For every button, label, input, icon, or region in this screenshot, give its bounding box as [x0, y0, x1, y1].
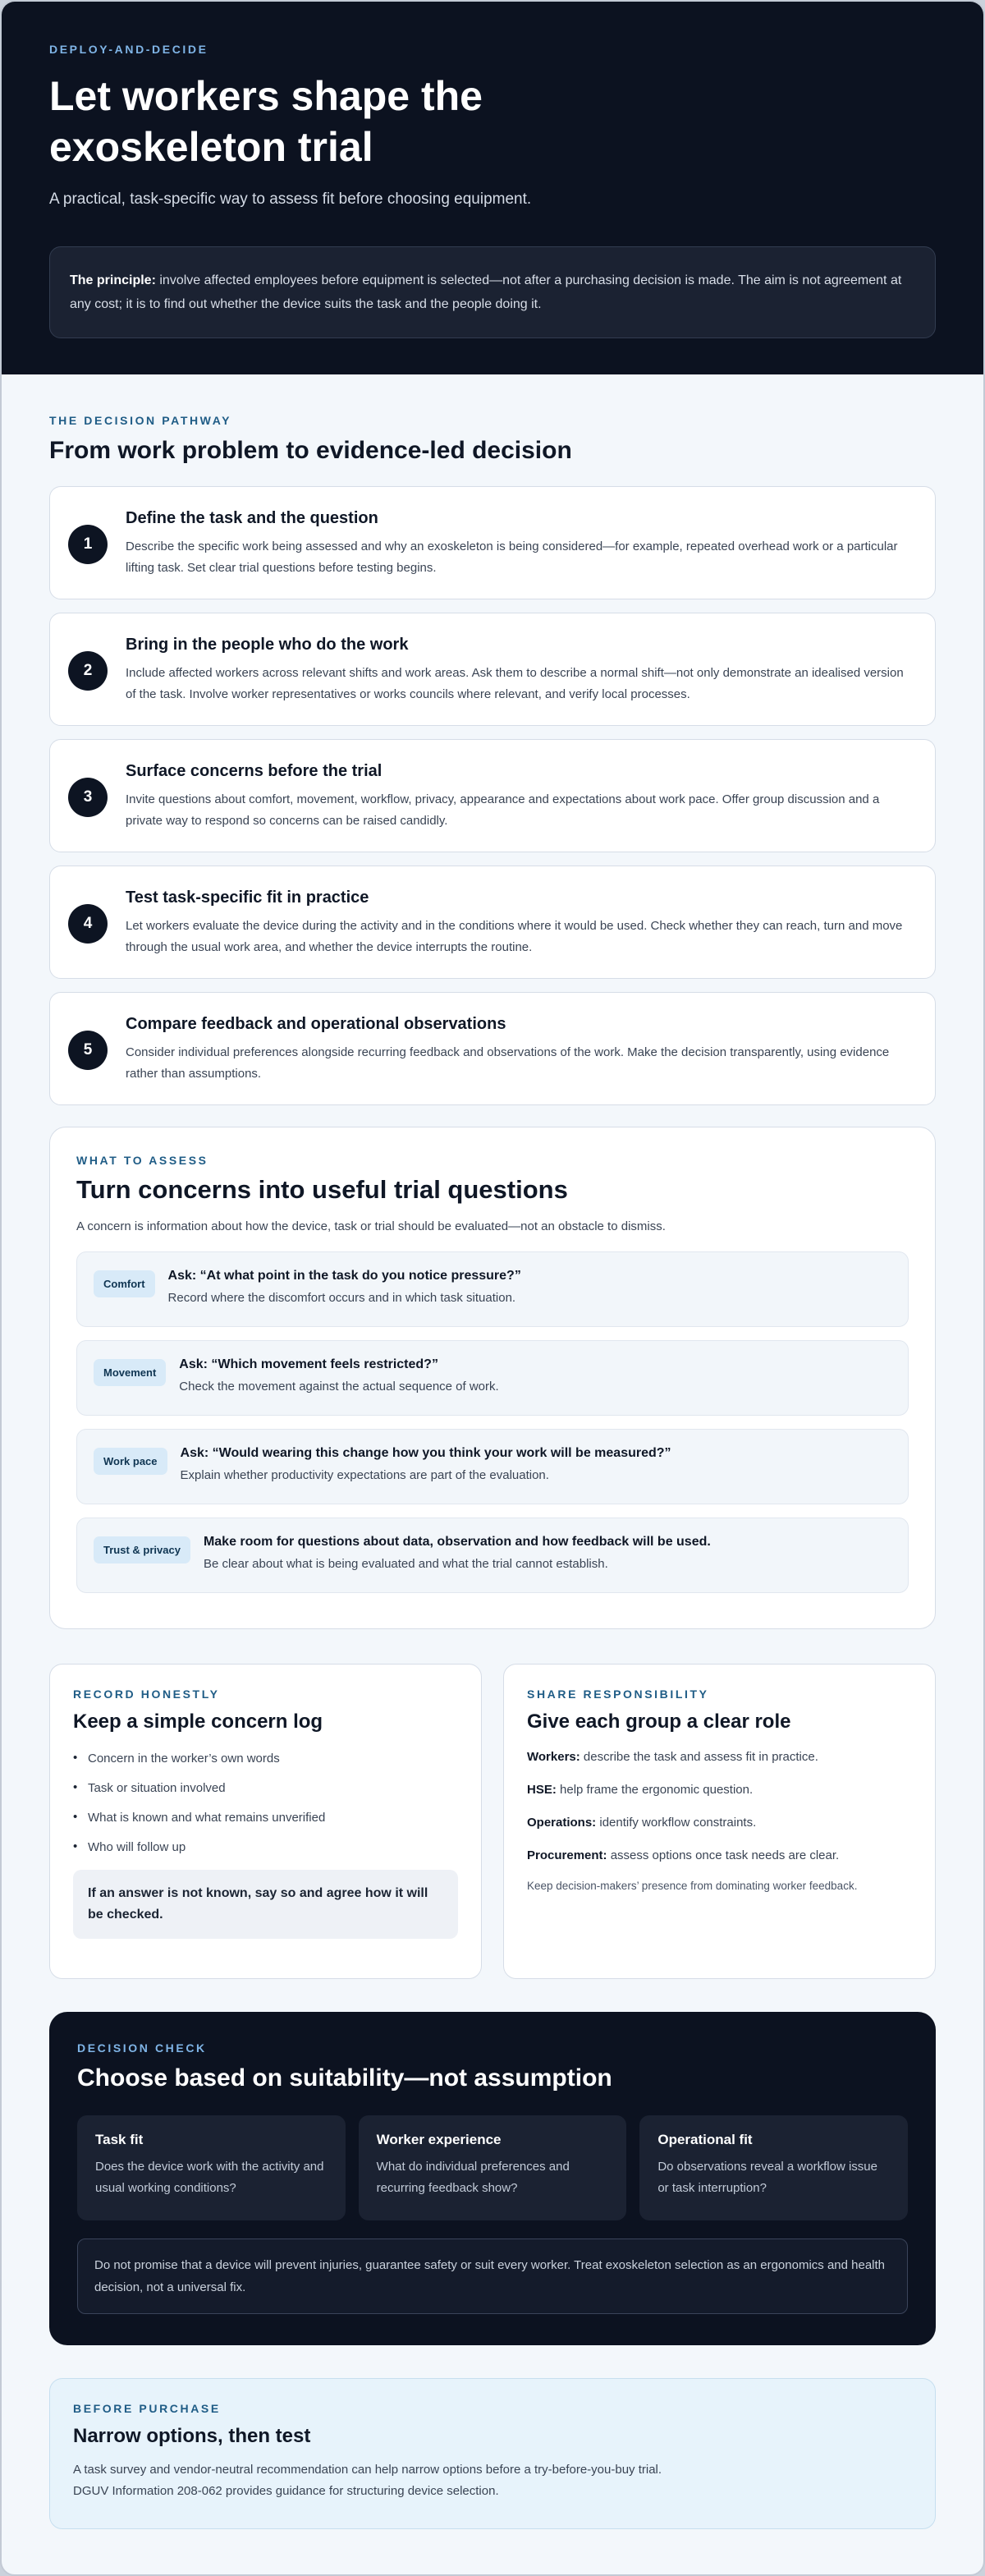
role-text: help frame the ergonomic question. — [560, 1783, 754, 1797]
concern-tag: Work pace — [94, 1448, 167, 1475]
role-label: Workers: — [527, 1750, 580, 1764]
roles-card — [503, 1664, 936, 1979]
decision-disclaimer: Do not promise that a device will prevent injuries, guarantee safety or suit every worker. Treat exoskeleton selection as an ergonomics and health decision, not a universal fix. — [77, 2239, 908, 2314]
step-card — [49, 739, 936, 852]
role-item — [527, 1848, 912, 1862]
criteria-text: Does the device work with the activity and usual working conditions? — [95, 2160, 324, 2195]
criteria-text: What do individual preferences and recurring feedback show? — [376, 2160, 570, 2195]
question-text: Be clear about what is being evaluated and what the trial cannot establish. — [203, 1557, 608, 1571]
role-label: Operations: — [527, 1816, 597, 1830]
step-number-badge: 4 — [68, 904, 108, 944]
question-title: Make room for questions about data, observation and how feedback will be used. — [203, 1535, 711, 1549]
log-eyebrow: RECORD HONESTLY — [73, 1687, 220, 1701]
step-number-badge: 2 — [68, 651, 108, 691]
role-text: assess options once task needs are clear. — [610, 1848, 840, 1862]
criteria-text: Do observations reveal a workflow issue or task interruption? — [657, 2160, 877, 2195]
question-list — [76, 1251, 909, 1593]
log-item: • What is known and what remains unverified — [73, 1811, 458, 1825]
pathway-title: From work problem to evidence-led decision — [49, 437, 572, 464]
role-label: Procurement: — [527, 1848, 607, 1862]
question-item — [76, 1251, 909, 1327]
question-text: Check the movement against the actual sequence of work. — [179, 1380, 499, 1394]
criteria-title: Worker experience — [376, 2132, 502, 2147]
purchase-title: Narrow options, then test — [73, 2425, 311, 2447]
concern-tag: Trust & privacy — [94, 1536, 190, 1564]
before-purchase-section — [49, 2378, 936, 2529]
step-number-badge: 3 — [68, 778, 108, 817]
role-item — [527, 1816, 912, 1830]
step-title: Surface concerns before the trial — [126, 762, 383, 780]
roles-note: Keep decision-makers’ presence from dominating worker feedback. — [527, 1880, 858, 1892]
decision-title: Choose based on suitability—not assumption — [77, 2064, 612, 2092]
step-card — [49, 992, 936, 1105]
question-text: Explain whether productivity expectations are part of the evaluation. — [180, 1468, 549, 1482]
log-item: • Task or situation involved — [73, 1781, 458, 1795]
criteria-title: Task fit — [95, 2132, 144, 2147]
purchase-text — [73, 2459, 912, 2502]
role-text: describe the task and assess fit in practice. — [583, 1750, 818, 1764]
steps-list — [49, 486, 936, 1105]
question-text: Record where the discomfort occurs and in which task situation. — [167, 1291, 516, 1305]
assess-eyebrow: WHAT TO ASSESS — [76, 1154, 208, 1167]
purchase-text-line-2: DGUV Information 208-062 provides guidance for structuring device selection. — [73, 2484, 499, 2498]
decision-eyebrow: DECISION CHECK — [77, 2041, 207, 2055]
purchase-eyebrow: BEFORE PURCHASE — [73, 2402, 221, 2415]
criteria-card — [77, 2115, 346, 2220]
step-number-badge: 5 — [68, 1031, 108, 1070]
criteria-card — [359, 2115, 627, 2220]
step-text: Invite questions about comfort, movement, workflow, privacy, appearance and expectations about work pace. Offer group discussion and a private way to respond so concerns can be raised candidly. — [126, 792, 880, 828]
log-note: If an answer is not known, say so and agree how it will be checked. — [73, 1870, 458, 1939]
decision-criteria-grid — [77, 2115, 908, 2220]
hero-subtitle: A practical, task-specific way to assess fit before choosing equipment. — [49, 191, 532, 208]
step-title: Bring in the people who do the work — [126, 636, 409, 654]
pathway-eyebrow: THE DECISION PATHWAY — [49, 414, 232, 427]
step-card — [49, 866, 936, 979]
step-text: Include affected workers across relevant shifts and work areas. Ask them to describe a normal shift—not only demonstrate an idealised version of the task. Involve worker representatives or works councils where relevant, and verify local processes. — [126, 666, 904, 701]
step-card — [49, 486, 936, 599]
role-item — [527, 1783, 912, 1797]
hero-eyebrow: DEPLOY-AND-DECIDE — [49, 43, 208, 56]
hero-section — [2, 2, 983, 374]
concern-tag: Comfort — [94, 1270, 155, 1297]
role-item — [527, 1750, 912, 1764]
question-item — [76, 1429, 909, 1504]
assess-intro: A concern is information about how the device, task or trial should be evaluated—not an obstacle to dismiss. — [76, 1219, 666, 1233]
question-title: Ask: “Which movement feels restricted?” — [179, 1357, 438, 1371]
step-number-badge: 1 — [68, 525, 108, 564]
step-text: Let workers evaluate the device during the activity and in the conditions where it would be used. Check whether they can reach, turn and move through the usual work area, and whether the device interrupts the routine. — [126, 919, 903, 954]
step-title: Test task-specific fit in practice — [126, 889, 369, 907]
criteria-title: Operational fit — [657, 2132, 753, 2147]
role-text: identify workflow constraints. — [599, 1816, 757, 1830]
question-item — [76, 1518, 909, 1593]
concern-tag: Movement — [94, 1359, 166, 1386]
two-column-row — [49, 1664, 936, 1979]
step-card — [49, 613, 936, 726]
principle-label: The principle: — [70, 273, 156, 287]
purchase-text-line-1: A task survey and vendor-neutral recommendation can help narrow options before a try-before-you-buy trial. — [73, 2463, 662, 2477]
decision-check-section — [49, 2012, 936, 2345]
principle-text: involve affected employees before equipment is selected—not after a purchasing decision is made. The aim is not agreement at any cost; it is to find out whether the device suits the task and the people doing it. — [70, 273, 902, 311]
roles-title: Give each group a clear role — [527, 1710, 791, 1733]
log-item: • Who will follow up — [73, 1840, 458, 1854]
log-title: Keep a simple concern log — [73, 1710, 323, 1733]
question-item — [76, 1340, 909, 1416]
log-item: • Concern in the worker’s own words — [73, 1752, 458, 1766]
principle-box — [49, 246, 936, 338]
roles-eyebrow: SHARE RESPONSIBILITY — [527, 1687, 709, 1701]
log-list — [73, 1752, 458, 1854]
criteria-card — [639, 2115, 908, 2220]
decision-pathway-section — [2, 374, 983, 1105]
question-title: Ask: “At what point in the task do you notice pressure?” — [167, 1269, 521, 1283]
step-text: Describe the specific work being assessed and why an exoskeleton is being considered—for example, repeated overhead work or a particular lifting task. Set clear trial questions before testing begins. — [126, 540, 898, 575]
question-title: Ask: “Would wearing this change how you think your work will be measured?” — [180, 1446, 671, 1460]
what-to-assess-section — [49, 1127, 936, 1629]
role-label: HSE: — [527, 1783, 557, 1797]
concern-log-card — [49, 1664, 482, 1979]
page-title: Let workers shape the exoskeleton trial — [49, 73, 483, 170]
step-text: Consider individual preferences alongside recurring feedback and observations of the work. Make the decision transparently, using evidence rather than assumptions. — [126, 1045, 890, 1081]
assess-title: Turn concerns into useful trial questions — [76, 1175, 568, 1204]
step-title: Define the task and the question — [126, 509, 378, 527]
roles-list — [527, 1750, 912, 1862]
step-title: Compare feedback and operational observations — [126, 1015, 506, 1033]
